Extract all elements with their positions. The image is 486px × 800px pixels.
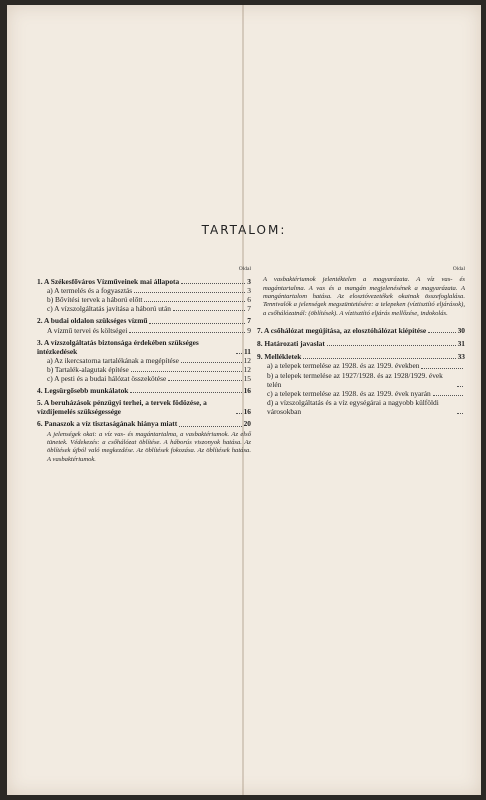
toc-page: 6 [247, 295, 251, 305]
toc-summary-6: A jelenségek okai: a víz vas- és magántartalma, a vasbaktériumok. Az első tünetek. Védekezés: a csőhálózat öblítése. A háborús viszonyok hatása. Az öblítések újból való megkezdése. Az öblítések fokozása. Az öblítések hatása. A vasbaktériumok. [47, 430, 251, 463]
page-column-header: Oldal [452, 266, 465, 272]
toc-entry-3b [37, 365, 251, 374]
toc-page: 7 [247, 316, 251, 326]
toc-page: 15 [243, 374, 251, 384]
toc-entry-9b [257, 371, 465, 389]
page-title: TARTALOM: [201, 223, 287, 237]
toc-page: 12 [243, 364, 251, 374]
toc-entry-1a [37, 286, 251, 295]
toc-page: 7 [247, 304, 251, 314]
toc-entry-1b [37, 295, 251, 304]
toc-page: 11 [244, 346, 251, 356]
toc-label: 2. A budai oldalon szükséges vízmű [37, 316, 148, 326]
toc-label: a) Az ikercsatorna tartalékának a megépítése [47, 355, 179, 365]
toc-label: 4. Legsürgősebb munkálatok [37, 386, 129, 396]
toc-entry-6 [37, 419, 251, 428]
toc-label: 1. A Székesfőváros Vízműveinek mai állapota [37, 277, 180, 287]
toc-entry-8 [257, 339, 465, 348]
toc-label: b) Tartalék-alagutak építése [47, 364, 129, 374]
toc-page: 33 [457, 352, 465, 362]
toc-page: 3 [247, 277, 251, 287]
toc-label: a) A termelés és a fogyasztás [47, 286, 133, 296]
toc-page: 12 [243, 355, 251, 365]
toc-label: d) a vízszolgáltatás és a víz egységárai a nagyobb külföldi városokban [267, 397, 439, 416]
toc-entry-3a [37, 356, 251, 365]
toc-entry-1c [37, 304, 251, 313]
toc-label: c) A vízszolgáltatás javítása a háború után [47, 304, 171, 314]
toc-label: a) a telepek termelése az 1928. és az 1929. években [267, 361, 420, 371]
toc-label: A vízmű tervei és költségei [47, 325, 128, 335]
toc-page: 3 [247, 286, 251, 296]
toc-page: 31 [457, 339, 465, 349]
page-column-header: Oldal [238, 266, 251, 272]
toc-page: 20 [243, 419, 251, 429]
toc-entry-2 [37, 316, 251, 325]
toc-entry-7 [257, 326, 465, 335]
toc-label: 9. Mellékletek [257, 352, 302, 362]
toc-label: c) a telepek termelése az 1928. és az 1929. évek nyarán [267, 388, 431, 398]
toc-label: b) Bővítési tervek a háború előtt [47, 295, 143, 305]
toc-label: c) A pesti és a budai hálózat összekötése [47, 374, 167, 384]
toc-entry-2a [37, 326, 251, 335]
toc-label: 7. A csőhálózat megújítása, az elosztóhálózat kiépítése [257, 326, 427, 336]
toc-right-column [257, 265, 465, 416]
toc-label: 5. A beruházások pénzügyi terhei, a tervek födözése, a vízdíjemelés szükségessége [37, 398, 207, 417]
toc-entry-3c [37, 374, 251, 383]
toc-entry-9c [257, 389, 465, 398]
toc-label: b) a telepek termelése az 1927/1928. és az 1928/1929. évek telén [267, 370, 443, 389]
toc-label: 8. Határozati javaslat [257, 339, 325, 349]
toc-page: 9 [247, 325, 251, 335]
toc-label: 6. Panaszok a víz tisztaságának hiánya miatt [37, 419, 178, 429]
toc-page: 30 [457, 326, 465, 336]
document-page [7, 5, 481, 795]
toc-entry-9d [257, 398, 465, 416]
toc-label: 3. A vízszolgáltatás biztonsága érdekében szükséges intézkedések [37, 337, 199, 356]
toc-summary-6-cont: A vasbaktériumok jelentéktelen a magyarázata. A víz vas- és magántartalma. A vas és a mangán megjelenésének a magyarázata. A mangántartalom hatása. Az elosztóvezetékek okainak összefoglalása. Tennivalók a jelenségek megszüntetésére: a telepeken (víztisztító eljárások), a csőhálózatnál: (öblítések). A víztisztító eljárás mellőzése, indokolás. [263, 276, 465, 317]
toc-entry-9a [257, 361, 465, 370]
toc-page: 16 [243, 386, 251, 396]
toc-entry-4 [37, 386, 251, 395]
toc-entry-1 [37, 277, 251, 286]
toc-entry-9 [257, 352, 465, 361]
toc-page: 16 [243, 407, 251, 417]
toc-entry-3 [37, 338, 251, 356]
toc-entry-5 [37, 398, 251, 416]
toc-left-column [37, 265, 251, 464]
